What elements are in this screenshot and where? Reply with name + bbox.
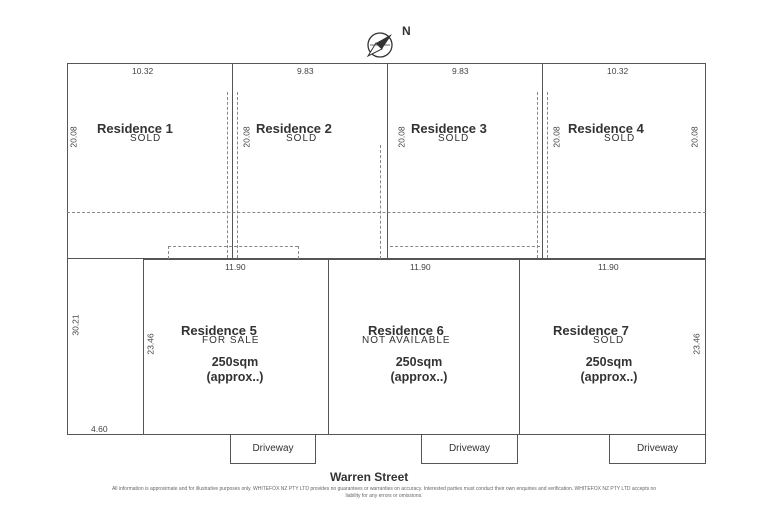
dashed-boundary: [168, 246, 298, 247]
residence-4-name: Residence 4: [568, 121, 644, 136]
residence-5-lot[interactable]: [143, 259, 329, 435]
residence-3-width: 9.83: [452, 66, 469, 76]
disclaimer: All information is approximate and for illustrative purposes only. WHITEFOX NZ PTY LTD provides no guarantees or warranties on accuracy. Interested parties must conduct their own enquiries and verification. WHITEFOX NZ PTY LTD accepts no liability for any errors or omissions.: [111, 486, 657, 499]
residence-1-width: 10.32: [132, 66, 154, 76]
dashed-boundary: [547, 92, 548, 258]
residence-5-depth: 23.46: [145, 333, 156, 355]
residence-3-name: Residence 3: [411, 121, 487, 136]
residence-7-depth: 23.46: [691, 333, 702, 355]
residence-5-status: FOR SALE: [202, 335, 260, 346]
residence-3-lot[interactable]: [387, 63, 543, 259]
residence-6-driveway[interactable]: Driveway: [421, 434, 518, 464]
residence-7-width: 11.90: [598, 262, 619, 272]
dashed-boundary: [67, 212, 706, 213]
residence-7-area-approx: (approx..): [580, 370, 638, 384]
residence-6-area-approx: (approx..): [390, 370, 448, 384]
residence-2-lot[interactable]: [232, 63, 388, 259]
left-strip-depth: 30.21: [70, 314, 81, 336]
residence-6-area: [374, 355, 464, 385]
residence-6-status: NOT AVAILABLE: [362, 335, 451, 346]
dashed-boundary: [237, 92, 238, 258]
residence-5-area-value: 250sqm: [211, 355, 259, 369]
residence-6-width: 11.90: [410, 262, 431, 272]
residence-7-area: [564, 355, 654, 385]
dashed-boundary: [227, 92, 228, 258]
residence-2-name: Residence 2: [256, 121, 332, 136]
residence-4-width: 10.32: [607, 66, 629, 76]
residence-7-name: Residence 7: [553, 323, 629, 338]
residence-7-status: SOLD: [593, 335, 625, 346]
residence-5-area: [190, 355, 280, 385]
residence-6-area-value: 250sqm: [395, 355, 443, 369]
residence-6-name: Residence 6: [368, 323, 444, 338]
residence-6-lot[interactable]: [328, 259, 520, 435]
residence-1-lot[interactable]: [67, 63, 233, 259]
residence-2-status: SOLD: [286, 133, 318, 144]
residence-4-status: SOLD: [604, 133, 636, 144]
residence-5-name: Residence 5: [181, 323, 257, 338]
dashed-boundary: [298, 246, 299, 259]
street-name: Warren Street: [330, 470, 409, 484]
left-access-strip: [67, 258, 144, 435]
dashed-boundary: [168, 246, 169, 259]
residence-3-status: SOLD: [438, 133, 470, 144]
residence-5-area-approx: (approx..): [206, 370, 264, 384]
north-arrow-icon: [362, 27, 398, 63]
dashed-boundary: [537, 92, 538, 258]
residence-1-depth: 20.08: [68, 126, 79, 148]
dashed-boundary: [380, 145, 381, 259]
residence-7-lot[interactable]: [519, 259, 706, 435]
left-strip-frontage: 4.60: [91, 424, 108, 434]
residence-4-depth: 20.08: [551, 126, 562, 148]
residence-1-status: SOLD: [130, 133, 162, 144]
residence-5-width: 11.90: [225, 262, 246, 272]
residence-4-right-depth: 20.08: [689, 126, 700, 148]
residence-3-depth: 20.08: [396, 126, 407, 148]
north-label: N: [402, 24, 411, 38]
residence-5-driveway[interactable]: Driveway: [230, 434, 316, 464]
residence-7-area-value: 250sqm: [585, 355, 633, 369]
residence-1-name: Residence 1: [97, 121, 173, 136]
residence-4-lot[interactable]: [542, 63, 706, 259]
dashed-boundary: [390, 246, 540, 247]
residence-7-driveway[interactable]: Driveway: [609, 434, 706, 464]
residence-2-width: 9.83: [297, 66, 314, 76]
residence-2-depth: 20.08: [241, 126, 252, 148]
